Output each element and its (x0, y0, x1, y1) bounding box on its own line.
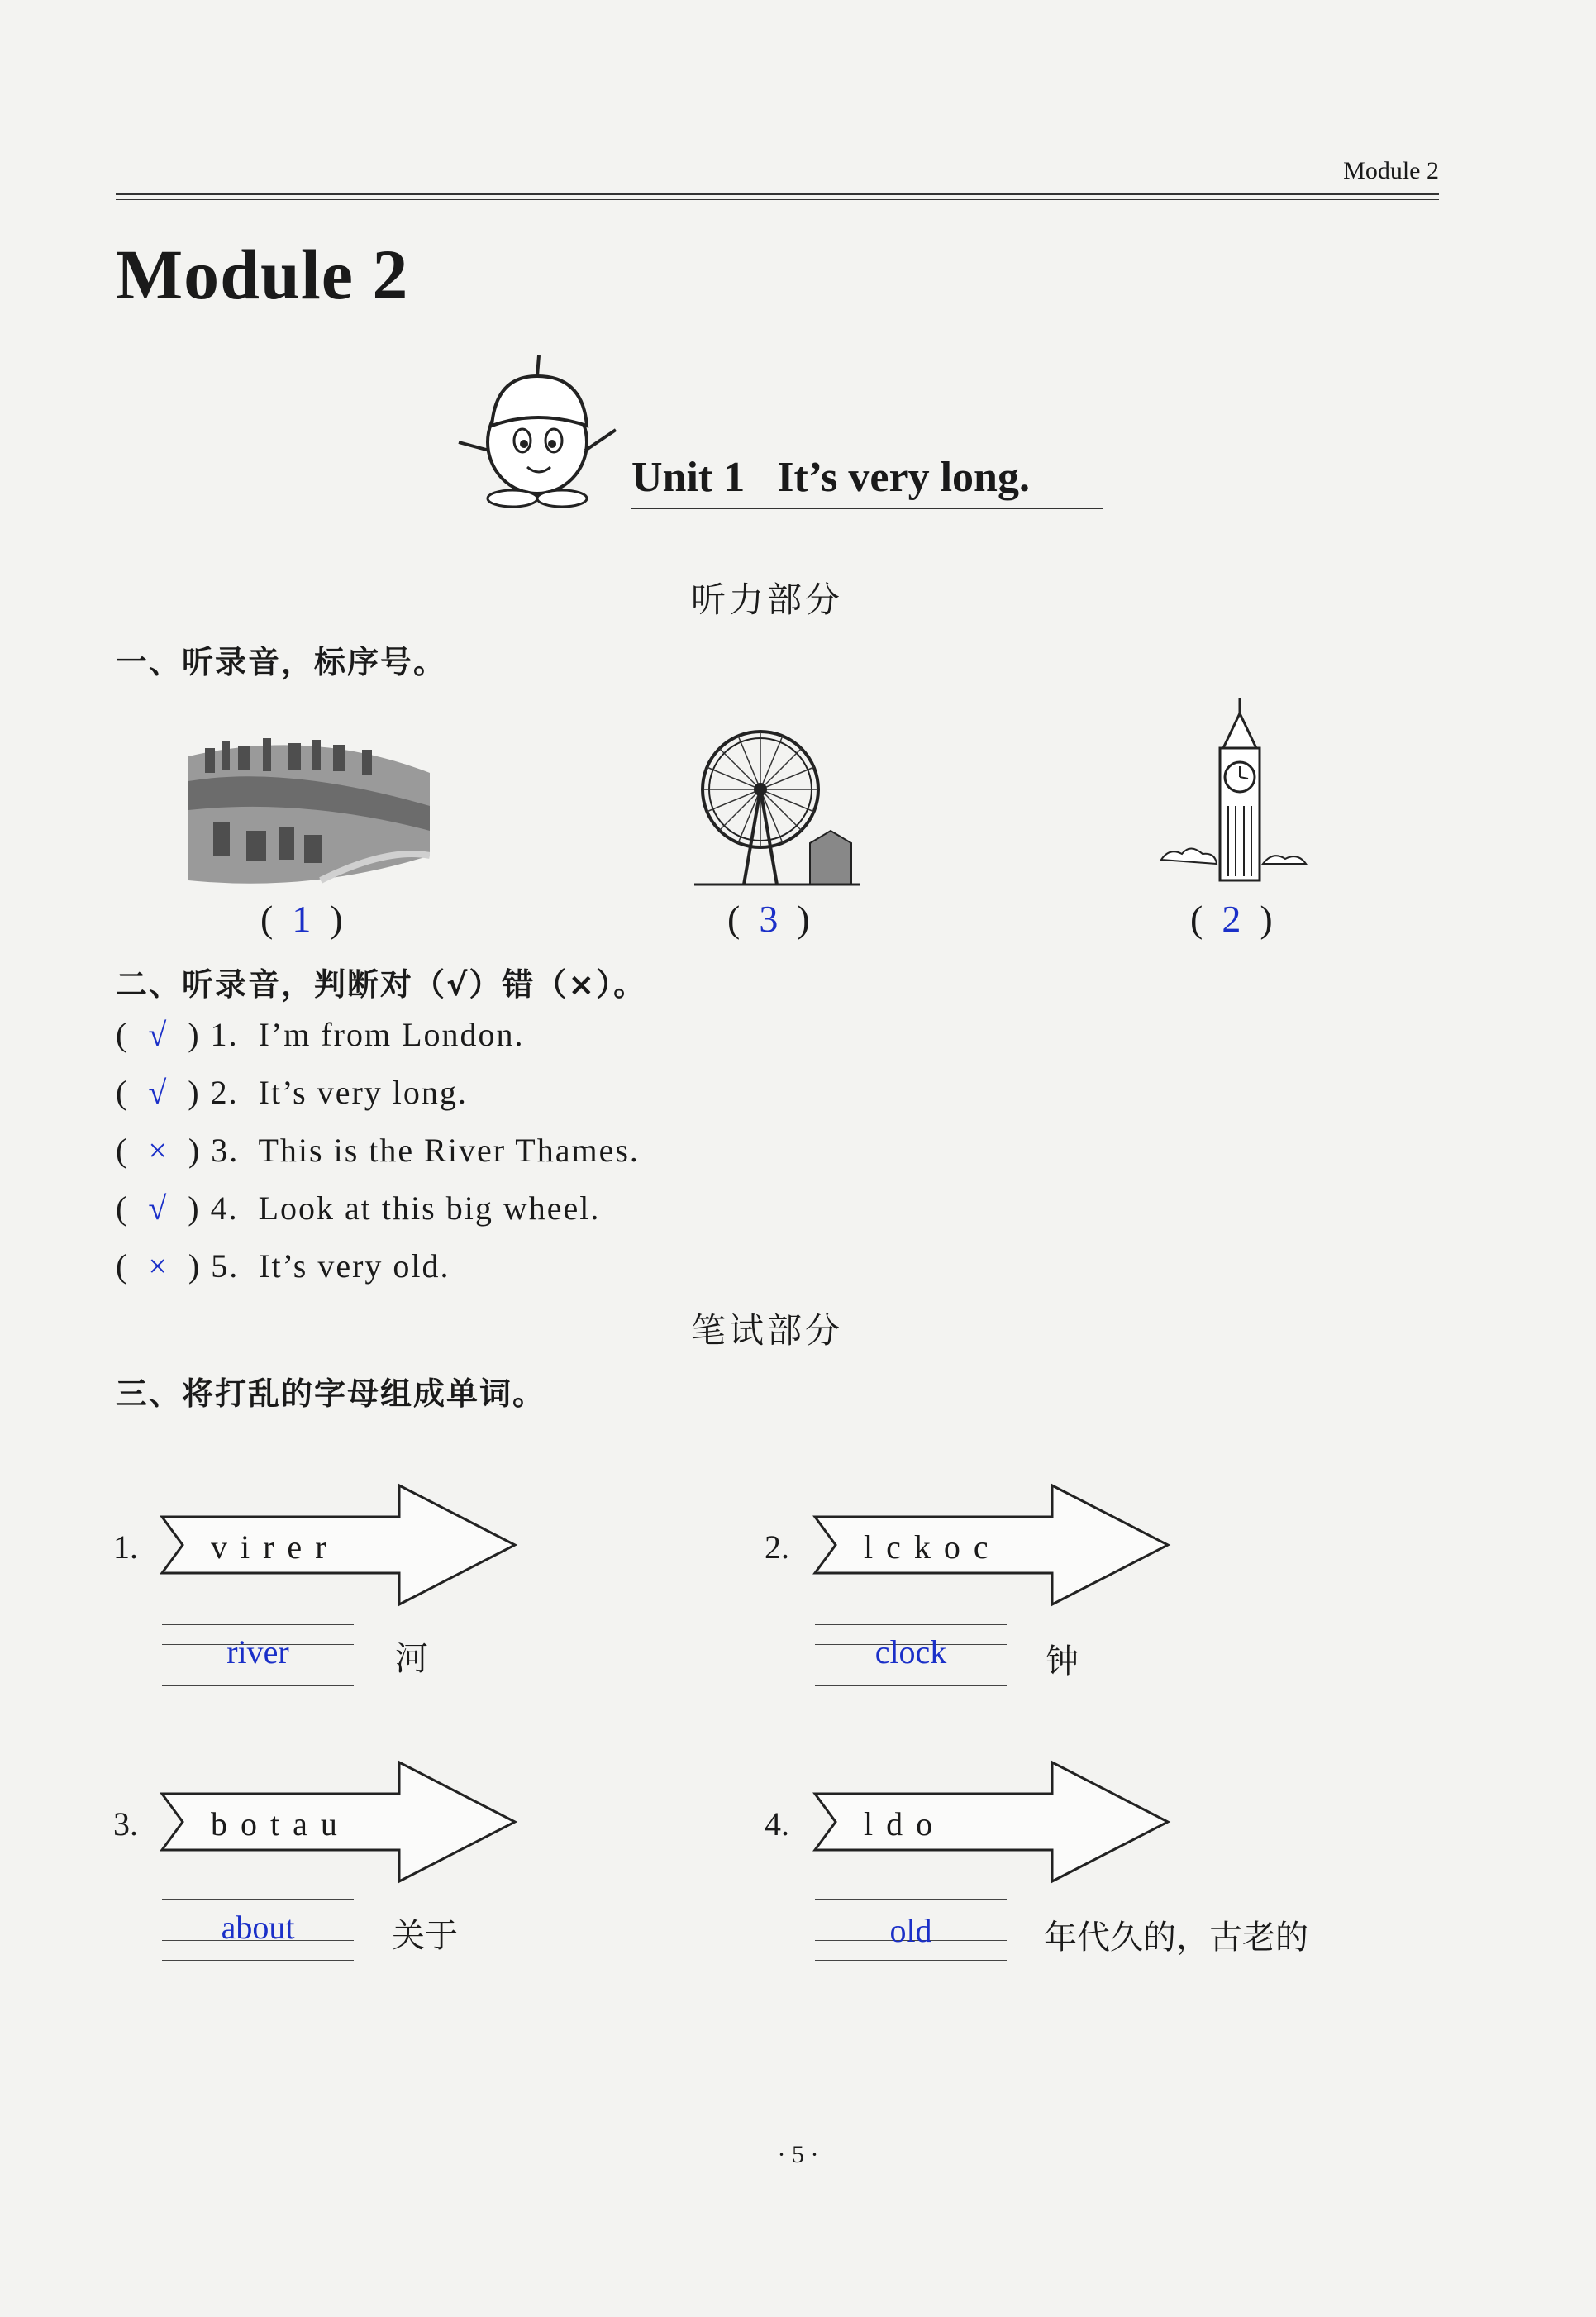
picture-1-answer: 1 (292, 898, 312, 940)
scrambled-letters-4: ldo (864, 1805, 946, 1843)
acorn-mascot-icon (446, 343, 628, 508)
word-item-1-number: 1. (113, 1528, 138, 1566)
judgement-mark-3: × (148, 1132, 169, 1169)
writing-section-heading: 笔试部分 (691, 1310, 844, 1351)
word-answer-4: old (889, 1912, 932, 1949)
judgement-item-1: ( √ ) 1. I’m from London. (116, 1016, 525, 1053)
judgement-mark-2: √ (148, 1074, 169, 1111)
judgement-mark-5: × (148, 1247, 169, 1285)
picture-2-answer-parentheses: ( 3 ) (727, 898, 810, 940)
picture-3-answer-parentheses: ( 2 ) (1190, 898, 1273, 940)
scrambled-letters-1: virer (211, 1528, 340, 1566)
judgement-text-2: 2. It’s very long. (210, 1074, 468, 1111)
running-header: Module 2 (1343, 157, 1439, 184)
scrambled-letters-3: botau (211, 1805, 350, 1843)
judgement-text-4: 4. Look at this big wheel. (210, 1189, 601, 1227)
header-rule-thin (116, 199, 1439, 200)
page-number: · 5 · (777, 2141, 819, 2168)
word-meaning-3: 关于 (392, 1917, 458, 1955)
judgement-item-5: ( × ) 5. It’s very old. (116, 1247, 450, 1285)
scrambled-letters-2: lckoc (864, 1528, 1002, 1566)
word-item-2-number: 2. (765, 1528, 789, 1566)
judgement-text-3: 3. This is the River Thames. (211, 1132, 640, 1169)
unit-title: Unit 1 It’s very long. (631, 454, 1030, 501)
header-rule (116, 193, 1439, 195)
judgement-item-2: ( √ ) 2. It’s very long. (116, 1074, 468, 1111)
judgement-mark-4: √ (148, 1189, 169, 1227)
word-answer-1: river (226, 1633, 289, 1671)
unit-title-underline (631, 508, 1103, 509)
word-meaning-2: 钟 (1046, 1642, 1079, 1681)
big-wheel-icon (694, 707, 860, 889)
picture-1-answer-parentheses: ( 1 ) (260, 898, 343, 940)
question-2-heading: 二、听录音，判断对（√）错（×）。 (116, 966, 647, 1003)
word-item-4-number: 4. (765, 1805, 789, 1843)
judgement-item-3: ( × ) 3. This is the River Thames. (116, 1132, 640, 1169)
judgement-item-4: ( √ ) 4. Look at this big wheel. (116, 1189, 601, 1227)
picture-2-answer: 3 (759, 898, 779, 940)
word-answer-2: clock (874, 1633, 947, 1671)
judgement-text-5: 5. It’s very old. (211, 1247, 450, 1285)
question-3-heading: 三、将打乱的字母组成单词。 (116, 1375, 546, 1412)
word-meaning-1: 河 (395, 1640, 428, 1678)
big-ben-clock-tower-icon (1157, 698, 1322, 884)
judgement-text-1: 1. I’m from London. (210, 1016, 525, 1053)
picture-3-answer: 2 (1222, 898, 1241, 940)
question-1-heading: 一、听录音，标序号。 (116, 644, 447, 680)
london-city-aerial-icon (188, 732, 430, 884)
word-answer-3: about (221, 1909, 295, 1946)
module-title: Module 2 (116, 235, 409, 314)
listening-section-heading: 听力部分 (691, 579, 844, 620)
judgement-mark-1: √ (148, 1016, 169, 1053)
word-meaning-4: 年代久的，古老的 (1044, 1919, 1308, 1957)
word-item-3-number: 3. (113, 1805, 138, 1843)
